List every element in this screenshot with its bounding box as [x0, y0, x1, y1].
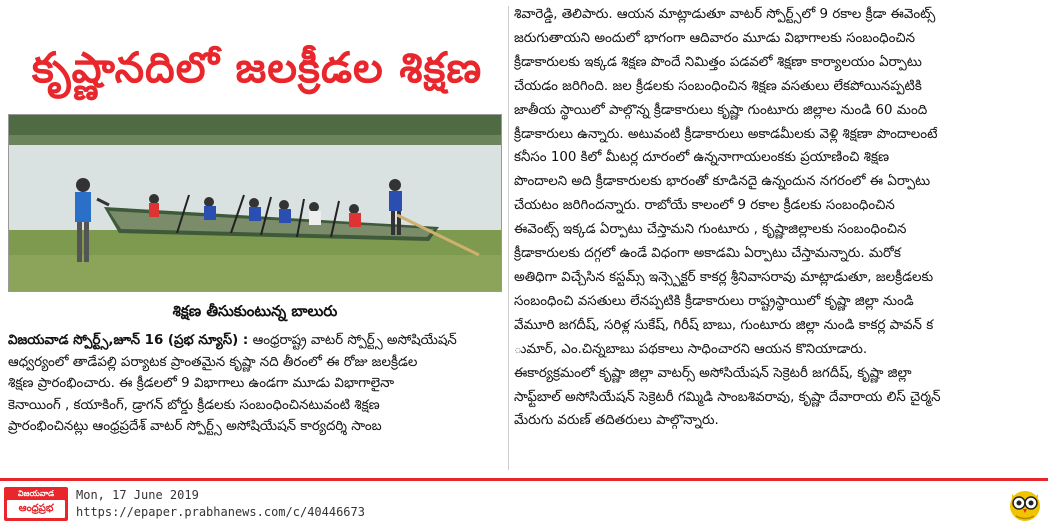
article-line: జాతీయ స్థాయిలో పాల్గొన్న క్రీడాకారులు కృష్ణా గుంటూరు జిల్లాల నుండి 60 మంది — [514, 102, 928, 118]
logo-edition: విజయవాడ — [17, 489, 55, 498]
article-column-right — [514, 3, 1042, 473]
article-line: ఈవెంట్స్ ఇక్కడ ఏర్పాటు చేస్తామని గుంటూరు , కృష్ణాజిల్లాలకు సంబంధించిన — [514, 222, 907, 238]
article-line: చేయడం జరిగింది. జల క్రీడలకు సంబంధించిన శిక్షణ వసతులు లేకపోయినప్పటికి — [514, 78, 922, 94]
boat-training-photo — [9, 115, 502, 292]
article-line: కనీసం 100 కిలో మీటర్ల దూరంలో ఉన్ననాగాయలంకకు ప్రయాణించి శిక్షణ — [514, 150, 890, 166]
article-line: అతిధిగా విచ్చేసిన కస్టమ్స్ ఇన్స్పెక్టర్ కాకర్ల శ్రీనివాసరావు మాట్లాడుతూ, జలక్రీడలకు — [514, 269, 934, 285]
article-line: వేమూరి జగదీష్, సరిళ్ల సుకేష్, గిరీష్ బాబు, గుంటూరు జిల్లా నుండి కాకర్ల పావన్ క — [514, 317, 934, 333]
epaper-url[interactable]: https://epaper.prabhanews.com/c/40446673 — [76, 505, 365, 519]
headline: కృష్ణానదిలో జలక్రీడల శిక్షణ — [31, 43, 483, 92]
article-line: కెనాయింగ్ , కయాకింగ్, డ్రాగన్ బోర్డు క్రీడలకు సంబంధించినటువంటి శిక్షణ — [8, 397, 380, 413]
logo-masthead: ఆంధ్రప్రభ — [7, 500, 65, 518]
publication-date: Mon, 17 June 2019 — [76, 488, 199, 502]
article-column-left — [8, 330, 508, 460]
article-photo — [8, 114, 502, 292]
article-line: శిక్షణ ప్రారంభించారు. ఈ క్రీడలలో 9 విభాగాలు ఉండగా మూడు విభాగాలైనా — [8, 376, 395, 392]
article-line: పొందాలని అది క్రీడాకారులకు భారంతో కూడినదై ఉన్నందున నగరంలో ఈ ఏర్పాటు — [514, 174, 931, 190]
epaper-footer — [0, 478, 1048, 523]
article-line: జరుగుతాయని అందులో భాగంగా ఆదివారం మూడు విభాగాలకు సంబంధించిన — [514, 30, 916, 46]
article-line: క్రీడాకారులకు దగ్గలో ఉండే విధంగా అకాడమి ఏర్పాటు చేస్తామన్నారు. మరోక — [514, 246, 901, 262]
photo-caption: శిక్షణ తీసుకుంటున్న బాలురు — [172, 302, 338, 320]
article-line: ుమార్, ఎం.చిన్నబాబు పథకాలు సాధించారని ఆయన కొనియాడారు. — [514, 341, 868, 357]
article-line: శివారెడ్డి, తెలిపారు. ఆయన మాట్లాడుతూ వాటర్ స్పోర్ట్స్‌లో 9 రకాల క్రీడా ఈవెంట్స్ — [514, 7, 936, 22]
article-line: సంబంధించి వసతులు లేనప్పటికి క్రీడాకారులు రాష్ట్రస్థాయిలో కృష్ణా జిల్లా నుండి — [514, 293, 914, 309]
article-line: క్రీడాకారులకు ఇక్కడ శిక్షణ పొందే నిమిత్తం పడవలో శిక్షణా కార్యాలయం ఏర్పాటు — [514, 54, 922, 70]
owl-icon[interactable] — [1008, 486, 1042, 522]
article-line: క్రీడాకారులు ఉన్నారు. అటువంటి క్రీడాకారులు అకాడమీలకు వెళ్లి శిక్షణా పొందాలంటే — [514, 126, 938, 142]
article-line: మేరుగు వరుణ్ తదితరులు పాల్గొన్నారు. — [514, 413, 719, 429]
newspaper-logo[interactable] — [4, 487, 68, 521]
article-line: విజయవాడ స్పోర్ట్స్,జూన్ 16 (ప్రభ న్యూస్) : ఆంధ్రరాష్ట్ర వాటర్ స్పోర్ట్స్ అసోషియేషన్ — [8, 333, 457, 348]
article-line: ఆధ్వర్యంలో తాడేపల్లి పర్యాటక ప్రాంతమైన కృష్ణా నది తీరంలో ఈ రోజు జలక్రీడల — [8, 354, 418, 370]
footer-meta — [76, 487, 365, 521]
article-line: సాఫ్ట్‌బాల్ అసోసియేషన్ సెక్రెటరీ గమ్మిడి సాంబశివరావు, కృష్ణా దేవారాయ లిస్ చైర్మన్ — [514, 389, 941, 405]
article-line: ప్రారంభించినట్లు ఆంధ్రప్రదేశ్ వాటర్ స్పోర్ట్స్ అసోషియేషన్ కార్యదర్శి సాంబ — [8, 419, 382, 435]
article-line: చేయటం జరిగిందన్నారు. రాబోయే కాలంలో 9 రకాల క్రీడలకు సంబంధించిన — [514, 198, 895, 214]
dateline: విజయవాడ స్పోర్ట్స్,జూన్ 16 (ప్రభ న్యూస్) : — [8, 333, 249, 348]
article-line: ఈకార్యక్రమంలో కృష్ణా జిల్లా వాటర్స్ అసోసియేషన్ సెక్రెటరీ జగదీష్, కృష్ణా జిల్లా — [514, 365, 912, 381]
column-divider — [508, 6, 509, 470]
